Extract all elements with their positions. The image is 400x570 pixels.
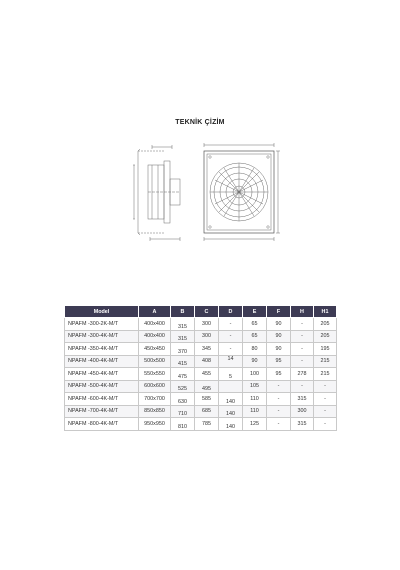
table-row — [65, 330, 337, 343]
table-row — [65, 318, 337, 331]
table-row — [65, 368, 337, 381]
model-cell: NPAFM -800-4K-M/T — [65, 418, 139, 431]
table-row — [65, 380, 337, 393]
table-cell: 475 — [171, 368, 195, 381]
table-cell: 215 — [314, 368, 337, 381]
table-cell: 300 — [195, 330, 219, 343]
table-cell: 95 — [267, 355, 291, 368]
table-cell: 205 — [314, 318, 337, 331]
table-cell: 315 — [171, 318, 195, 331]
table-cell: 110 — [243, 393, 267, 406]
column-header: A — [139, 306, 171, 318]
table-cell: 205 — [314, 330, 337, 343]
table-cell: 400x400 — [139, 318, 171, 331]
page-title: TEKNİK ÇİZİM — [175, 119, 225, 126]
table-cell: 525 — [171, 380, 195, 393]
table-cell: - — [219, 343, 243, 356]
model-cell: NPAFM -400-4K-M/T — [65, 355, 139, 368]
table-cell: 450x450 — [139, 343, 171, 356]
table-cell: 315 — [171, 330, 195, 343]
table-cell: 500x500 — [139, 355, 171, 368]
table-cell: - — [291, 355, 314, 368]
table-row — [65, 343, 337, 356]
table-cell: 810 — [171, 418, 195, 431]
table-header-row — [65, 306, 337, 318]
table-cell: 278 — [291, 368, 314, 381]
table-cell: 100 — [243, 368, 267, 381]
column-header: H — [291, 306, 314, 318]
model-cell: NPAFM -700-4K-M/T — [65, 405, 139, 418]
spec-table — [64, 305, 337, 431]
table-cell — [219, 380, 243, 393]
table-cell: 345 — [195, 343, 219, 356]
table-cell: - — [291, 380, 314, 393]
table-row — [65, 418, 337, 431]
table-cell: 65 — [243, 330, 267, 343]
model-cell: NPAFM -300-4K-M/T — [65, 330, 139, 343]
table-cell: 80 — [243, 343, 267, 356]
table-cell: - — [219, 330, 243, 343]
table-cell: 630 — [171, 393, 195, 406]
model-cell: NPAFM -500-4K-M/T — [65, 380, 139, 393]
table-cell: 195 — [314, 343, 337, 356]
table-cell: 140 — [219, 393, 243, 406]
table-cell: 90 — [267, 318, 291, 331]
table-cell: 710 — [171, 405, 195, 418]
table-cell: 14 — [219, 355, 243, 368]
table-cell: 105 — [243, 380, 267, 393]
table-cell: - — [291, 330, 314, 343]
table-cell: 585 — [195, 393, 219, 406]
table-cell: 685 — [195, 405, 219, 418]
model-cell: NPAFM -350-4K-M/T — [65, 343, 139, 356]
table-cell: - — [267, 393, 291, 406]
table-cell: 215 — [314, 355, 337, 368]
table-cell: 5 — [219, 368, 243, 381]
table-cell: 400x400 — [139, 330, 171, 343]
table-cell: 315 — [291, 418, 314, 431]
table-cell: 140 — [219, 418, 243, 431]
column-header: C — [195, 306, 219, 318]
table-cell: 950x950 — [139, 418, 171, 431]
column-header: D — [219, 306, 243, 318]
table-cell: 785 — [195, 418, 219, 431]
table-cell: 95 — [267, 368, 291, 381]
table-cell: 90 — [267, 343, 291, 356]
model-cell: NPAFM -600-4K-M/T — [65, 393, 139, 406]
table-cell: - — [291, 343, 314, 356]
table-cell: - — [267, 380, 291, 393]
table-cell: 600x600 — [139, 380, 171, 393]
table-cell: 90 — [267, 330, 291, 343]
table-cell: - — [267, 405, 291, 418]
table-cell: 300 — [195, 318, 219, 331]
model-cell: NPAFM -300-2K-M/T — [65, 318, 139, 331]
table-row — [65, 393, 337, 406]
table-cell: - — [314, 393, 337, 406]
table-cell: 495 — [195, 380, 219, 393]
column-header: H1 — [314, 306, 337, 318]
table-cell: 125 — [243, 418, 267, 431]
technical-drawing — [128, 137, 280, 249]
table-row — [65, 405, 337, 418]
table-cell: 65 — [243, 318, 267, 331]
table-cell: 300 — [291, 405, 314, 418]
front-view — [204, 143, 280, 241]
table-cell: - — [267, 418, 291, 431]
table-cell: 408 — [195, 355, 219, 368]
table-body — [65, 318, 337, 431]
table-cell: - — [314, 418, 337, 431]
table-cell: - — [314, 405, 337, 418]
table-cell: 455 — [195, 368, 219, 381]
table-cell: - — [219, 318, 243, 331]
table-row — [65, 355, 337, 368]
table-cell: 90 — [243, 355, 267, 368]
table-cell: 110 — [243, 405, 267, 418]
table-cell: 550x550 — [139, 368, 171, 381]
table-cell: 850x850 — [139, 405, 171, 418]
column-header: E — [243, 306, 267, 318]
table-cell: - — [291, 318, 314, 331]
table-cell: - — [314, 380, 337, 393]
side-view — [133, 145, 180, 241]
table-cell: 140 — [219, 405, 243, 418]
model-cell: NPAFM -450-4K-M/T — [65, 368, 139, 381]
column-header: B — [171, 306, 195, 318]
column-header: F — [267, 306, 291, 318]
table-cell: 370 — [171, 343, 195, 356]
table-cell: 315 — [291, 393, 314, 406]
column-header: Model — [65, 306, 139, 318]
table-cell: 415 — [171, 355, 195, 368]
table-cell: 700x700 — [139, 393, 171, 406]
